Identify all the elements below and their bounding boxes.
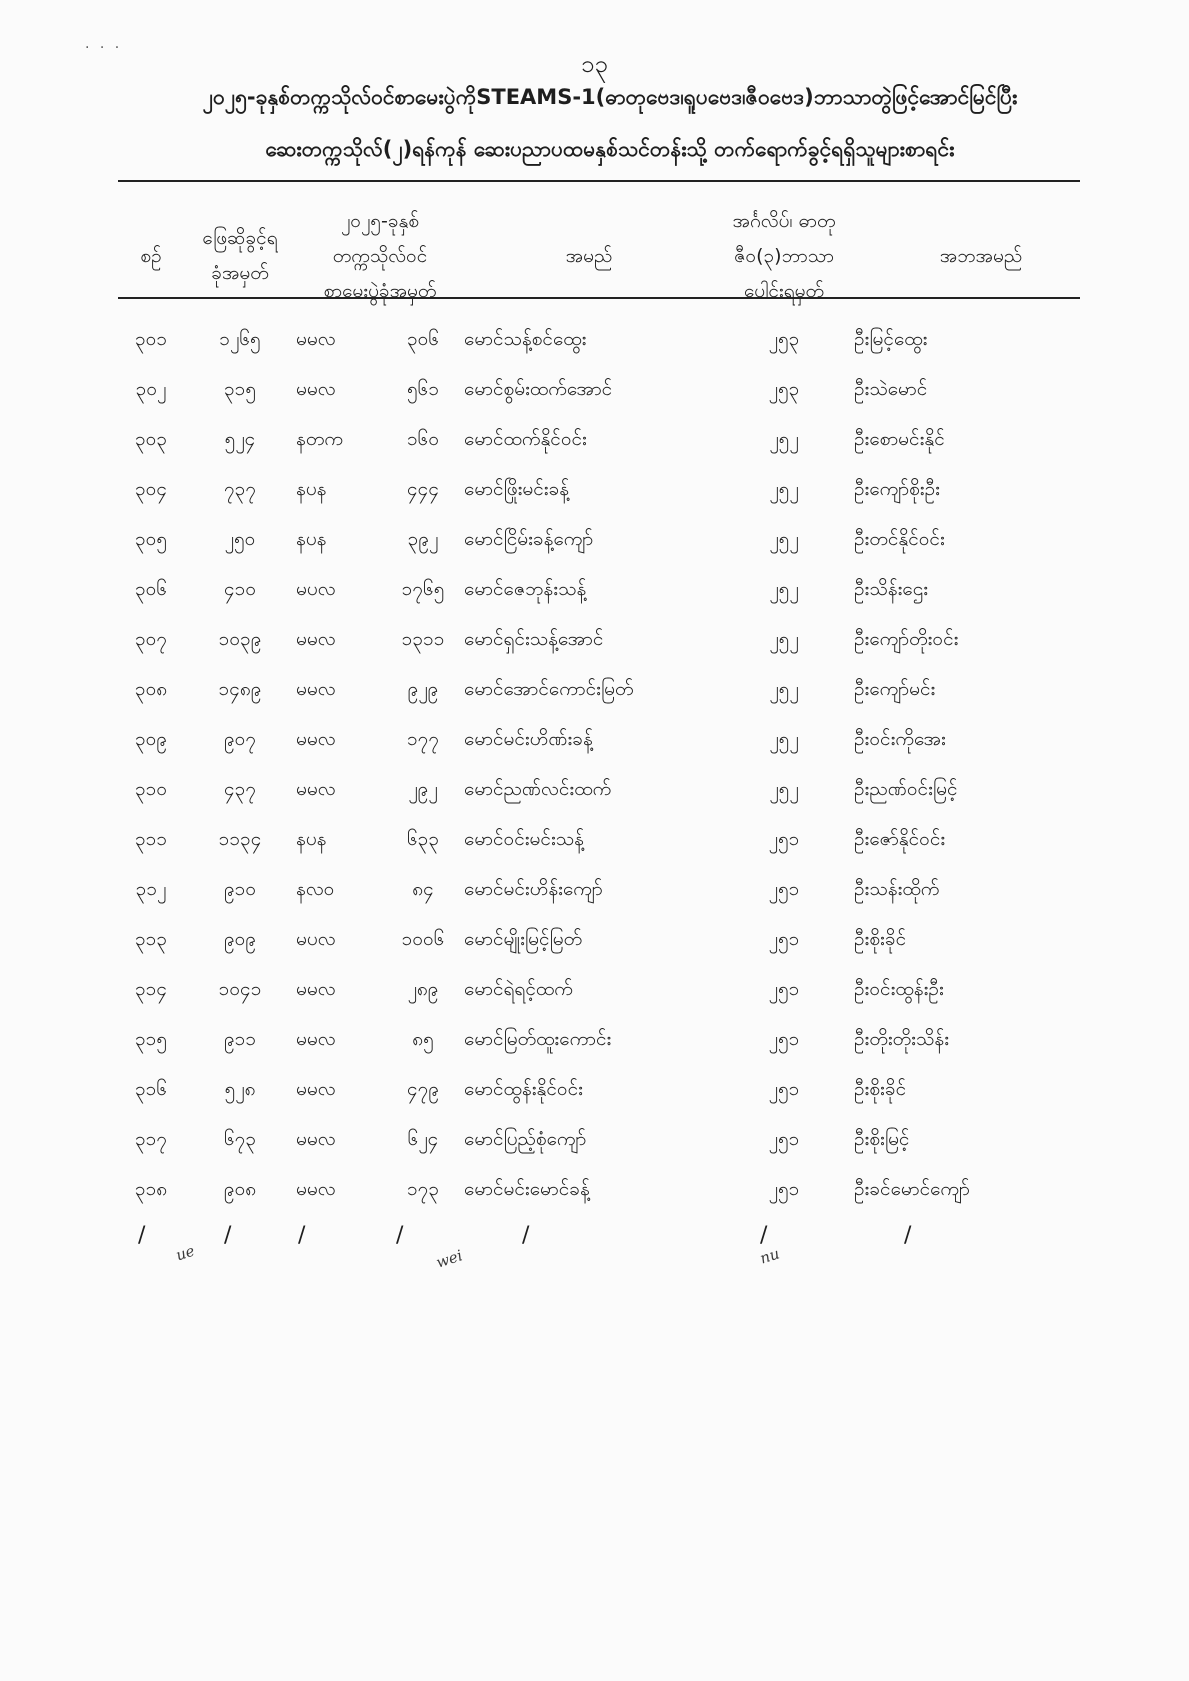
- cell-father-name: ဦးစိုးခိုင်: [854, 1078, 907, 1100]
- table-row: [118, 566, 1108, 616]
- cell-exam-number: ၉၂၉: [407, 678, 439, 700]
- table-row: [118, 966, 1108, 1016]
- table-row: [118, 1016, 1108, 1066]
- cell-pass-no: ၉၁၁: [223, 1028, 257, 1050]
- cell-father-name: ဦးစိုးခိုင်: [854, 928, 907, 950]
- cell-exam-prefix: မမလ: [296, 628, 336, 650]
- cell-no: ၃၀၂: [135, 378, 167, 400]
- header-score-line1: အင်္ဂလိပ်၊ ဓာတု: [732, 209, 836, 232]
- cell-exam-prefix: နပန: [296, 828, 327, 850]
- cell-score: ၂၅၁: [768, 1028, 800, 1050]
- header-score: [714, 196, 854, 316]
- cell-name: မောင်ငြိမ်းခန့်ကျော်: [464, 528, 594, 550]
- header-name: အမည်: [565, 244, 613, 267]
- cell-pass-no: ၆၇၃: [223, 1128, 257, 1150]
- table-row: [118, 516, 1108, 566]
- scan-specks: · · ·: [85, 40, 123, 56]
- cell-exam-number: ၄၄၄: [406, 478, 440, 500]
- cell-father-name: ဦးမြင့်ထွေး: [854, 328, 928, 350]
- cell-exam-number: ၅၆၁: [406, 378, 440, 400]
- cell-exam-prefix: မမလ: [296, 328, 336, 350]
- cell-pass-no: ၁၄၈၉: [218, 678, 262, 700]
- header-exam-no-line3: စာမေးပွဲခုံအမှတ်: [323, 279, 437, 302]
- cell-exam-prefix: နပန: [296, 528, 327, 550]
- cell-score: ၂၅၂: [769, 778, 799, 800]
- initials-signature: wei: [433, 1246, 465, 1272]
- table-row: [118, 666, 1108, 716]
- header-no: စဉ်: [140, 244, 162, 267]
- ditto-mark: /: [138, 1223, 146, 1248]
- cell-pass-no: ၃၁၅: [223, 378, 257, 400]
- cell-name: မောင်ထွန်းနိုင်ဝင်း: [464, 1078, 583, 1100]
- cell-score: ၂၅၂: [769, 728, 799, 750]
- cell-exam-prefix: မမလ: [296, 978, 336, 1000]
- table-body: [118, 316, 1108, 1216]
- cell-exam-number: ၂၉၂: [408, 778, 438, 800]
- table-header-row: [118, 196, 1108, 316]
- cell-father-name: ဦးကျော်စိုးဦး: [854, 478, 940, 500]
- header-pass-no-line2: ခုံအမှတ်: [211, 262, 269, 284]
- table-row: [118, 616, 1108, 666]
- cell-pass-no: ၁၀၃၉: [218, 628, 262, 650]
- table-row: [118, 716, 1108, 766]
- header-score-line3: ပေါင်းရမှတ်: [743, 279, 825, 302]
- cell-no: ၃၁၄: [134, 978, 168, 1000]
- cell-pass-no: ၇၃၇: [223, 478, 257, 500]
- table-row: [118, 416, 1108, 466]
- cell-father-name: ဦးသိန်းဌေး: [854, 578, 929, 600]
- cell-father-name: ဦးဇော်နိုင်ဝင်း: [854, 828, 946, 850]
- cell-pass-no: ၂၅၀: [224, 528, 256, 550]
- cell-no: ၃၀၅: [134, 528, 168, 550]
- ditto-mark: /: [904, 1223, 912, 1248]
- cell-pass-no: ၁၀၄၁: [218, 978, 262, 1000]
- cell-pass-no: ၁၁၃၄: [218, 828, 262, 850]
- cell-name: မောင်ဝင်းမင်းသန့်: [464, 828, 584, 850]
- cell-exam-number: ၃၉၂: [407, 528, 439, 550]
- cell-exam-number: ၆၂၄: [407, 1128, 439, 1150]
- cell-father-name: ဦးဝင်းထွန်းဦး: [854, 978, 944, 1000]
- cell-exam-number: ၁၇၇: [406, 728, 440, 750]
- cell-score: ၂၅၃: [768, 378, 800, 400]
- cell-pass-no: ၉၀၈: [223, 1178, 257, 1200]
- cell-exam-number: ၈၅: [412, 1028, 434, 1050]
- cell-name: မောင်ရဲရင့်ထက်: [464, 978, 573, 1000]
- title-line-2: ဆေးတက္ကသိုလ်(၂)ရန်ကုန် ဆေးပညာပထမနှစ်သင်တန်းသို့ တက်ရောက်ခွင့်ရရှိသူများစာရင်း: [265, 137, 955, 161]
- table-row: [118, 816, 1108, 866]
- table-top-rule: [118, 180, 1080, 182]
- cell-no: ၃၁၈: [134, 1178, 168, 1200]
- cell-no: ၃၁၀: [134, 778, 168, 800]
- cell-no: ၃၁၇: [134, 1128, 168, 1150]
- header-pass-no: [184, 196, 296, 316]
- cell-name: မောင်ရှင်းသန့်အောင်: [464, 628, 604, 650]
- cell-exam-prefix: နလဝ: [296, 878, 335, 900]
- cell-exam-number: ၁၃၁၁: [401, 628, 445, 650]
- cell-pass-no: ၄၁၀: [223, 578, 257, 600]
- cell-no: ၃၁၃: [134, 928, 168, 950]
- admission-table: [118, 196, 1108, 1216]
- cell-exam-number: ၁၀၀၆: [401, 928, 445, 950]
- header-score-line2: ဇီဝ(၃)ဘာသာ: [734, 244, 834, 267]
- header-pass-no-line1: ဖြေဆိုခွင့်ရ: [202, 227, 278, 249]
- cell-score: ၂၅၂: [769, 578, 799, 600]
- cell-pass-no: ၅၂၈: [224, 1078, 256, 1100]
- cell-name: မောင်မင်းဟိဏ်းခန့်: [464, 728, 593, 750]
- header-exam-no: [296, 196, 464, 316]
- cell-score: ၂၅၁: [768, 928, 800, 950]
- cell-name: မောင်ဖြိုးမင်းခန့်: [464, 478, 570, 500]
- cell-father-name: ဦးစိုးမြင့်: [854, 1128, 910, 1150]
- cell-father-name: ဦးသဲမောင်: [854, 378, 928, 400]
- cell-exam-prefix: မမလ: [296, 378, 336, 400]
- cell-pass-no: ၉၁၀: [223, 878, 257, 900]
- cell-exam-prefix: မပလ: [296, 928, 336, 950]
- cell-no: ၃၁၁: [134, 828, 168, 850]
- ditto-mark: /: [760, 1223, 768, 1248]
- cell-exam-prefix: မမလ: [296, 1028, 336, 1050]
- cell-score: ၂၅၁: [768, 828, 800, 850]
- ditto-mark: /: [298, 1223, 306, 1248]
- cell-exam-prefix: နတက: [296, 428, 343, 450]
- cell-pass-no: ၄၃၇: [223, 778, 257, 800]
- cell-name: မောင်သန့်စင်ထွေး: [464, 328, 587, 350]
- cell-exam-prefix: မမလ: [296, 1078, 336, 1100]
- table-row: [118, 366, 1108, 416]
- cell-score: ၂၅၁: [768, 1128, 800, 1150]
- cell-name: မောင်အောင်ကောင်းမြတ်: [464, 678, 634, 700]
- initials-signature: ue: [173, 1241, 197, 1265]
- cell-father-name: ဦးကျော်မင်း: [854, 678, 936, 700]
- cell-pass-no: ၉၀၉: [223, 928, 257, 950]
- cell-name: မောင်မြတ်ထူးကောင်း: [464, 1028, 612, 1050]
- table-row: [118, 466, 1108, 516]
- cell-father-name: ဦးတိုးတိုးသိန်း: [854, 1028, 950, 1050]
- table-row: [118, 1166, 1108, 1216]
- cell-name: မောင်မင်းမောင်ခန့်: [464, 1178, 590, 1200]
- initials-signature: nu: [757, 1244, 782, 1268]
- table-row: [118, 1066, 1108, 1116]
- table-row: [118, 916, 1108, 966]
- cell-exam-number: ၁၆၀: [406, 428, 440, 450]
- page-number: ၁၃: [581, 50, 608, 78]
- cell-name: မောင်ထက်နိုင်ဝင်း: [464, 428, 587, 450]
- cell-score: ၂၅၃: [768, 328, 800, 350]
- cell-no: ၃၀၇: [134, 628, 168, 650]
- cell-exam-prefix: နပန: [296, 478, 327, 500]
- cell-exam-prefix: မမလ: [296, 728, 336, 750]
- cell-pass-no: ၉၀၇: [223, 728, 257, 750]
- cell-exam-prefix: မမလ: [296, 778, 336, 800]
- ditto-mark: /: [396, 1223, 404, 1248]
- cell-name: မောင်စွမ်းထက်အောင်: [464, 378, 613, 400]
- cell-name: မောင်မျိုးမြင့်မြတ်: [464, 928, 583, 950]
- cell-pass-no: ၅၂၄: [224, 428, 256, 450]
- cell-father-name: ဦးခင်မောင်ကျော်: [854, 1178, 970, 1200]
- cell-score: ၂၅၁: [768, 1078, 800, 1100]
- cell-no: ၃၀၁: [134, 328, 168, 350]
- cell-exam-number: ၂၈၉: [407, 978, 439, 1000]
- table-row: [118, 1116, 1108, 1166]
- cell-no: ၃၀၈: [134, 678, 168, 700]
- cell-score: ၂၅၁: [768, 878, 800, 900]
- cell-no: ၃၀၃: [134, 428, 168, 450]
- cell-father-name: ဦးကျော်တိုးဝင်း: [854, 628, 959, 650]
- ditto-mark: /: [224, 1223, 232, 1248]
- cell-score: ၂၅၂: [769, 478, 799, 500]
- header-exam-no-line2: တက္ကသိုလ်ဝင်: [332, 244, 428, 267]
- cell-no: ၃၀၆: [134, 578, 168, 600]
- table-row: [118, 316, 1108, 366]
- cell-no: ၃၁၅: [134, 1028, 168, 1050]
- cell-pass-no: ၁၂၆၅: [219, 328, 261, 350]
- cell-score: ၂၅၂: [769, 428, 799, 450]
- cell-exam-prefix: မမလ: [296, 1128, 336, 1150]
- cell-name: မောင်ပြည့်စုံကျော်: [464, 1128, 587, 1150]
- cell-exam-prefix: မပလ: [296, 578, 336, 600]
- cell-father-name: ဦးတင်နိုင်ဝင်း: [854, 528, 945, 550]
- cell-score: ၂၅၂: [769, 528, 799, 550]
- cell-father-name: ဦးသန်းထိုက်: [854, 878, 940, 900]
- table-row: [118, 866, 1108, 916]
- cell-no: ၃၁၂: [135, 878, 167, 900]
- cell-score: ၂၅၂: [769, 628, 799, 650]
- cell-name: မောင်ဇေဘုန်းသန့်: [464, 578, 587, 600]
- title-line-1: ၂၀၂၅-ခုနှစ်တက္ကသိုလ်ဝင်စာမေးပွဲကိုSTEAMS-1(ဓာတုဗေဒ၊ရူပဗေဒ၊ဇီဝဗေဒ)ဘာသာတွဲဖြင့်အောင်မြင်ပြီး: [202, 85, 1018, 109]
- cell-score: ၂၅၁: [768, 1178, 800, 1200]
- cell-exam-prefix: မမလ: [296, 1178, 336, 1200]
- cell-no: ၃၀၉: [134, 728, 168, 750]
- cell-father-name: ဦးစောမင်းနိုင်: [854, 428, 945, 450]
- cell-no: ၃၀၄: [134, 478, 168, 500]
- cell-exam-prefix: မမလ: [296, 678, 336, 700]
- cell-exam-number: ၄၇၉: [406, 1078, 440, 1100]
- cell-father-name: ဦးဝင်းကိုအေး: [854, 728, 946, 750]
- cell-no: ၃၁၆: [134, 1078, 168, 1100]
- cell-exam-number: ၁၇၆၅: [401, 578, 445, 600]
- cell-score: ၂၅၂: [769, 678, 799, 700]
- header-father: အဘအမည်: [939, 244, 1023, 267]
- cell-exam-number: ၈၄: [412, 878, 434, 900]
- cell-score: ၂၅၁: [768, 978, 800, 1000]
- table-row: [118, 766, 1108, 816]
- cell-name: မောင်မင်းဟိန်းကျော်: [464, 878, 603, 900]
- cell-father-name: ဦးညဏ်ဝင်းမြင့်: [854, 778, 958, 800]
- ditto-mark: /: [522, 1223, 530, 1248]
- cell-name: မောင်ညဏ်လင်းထက်: [464, 778, 612, 800]
- cell-exam-number: ၁၇၃: [406, 1178, 440, 1200]
- header-exam-no-line1: ၂၀၂၅-ခုနှစ်: [340, 209, 420, 232]
- cell-exam-number: ၆၃၃: [406, 828, 440, 850]
- cell-exam-number: ၃၀၆: [406, 328, 440, 350]
